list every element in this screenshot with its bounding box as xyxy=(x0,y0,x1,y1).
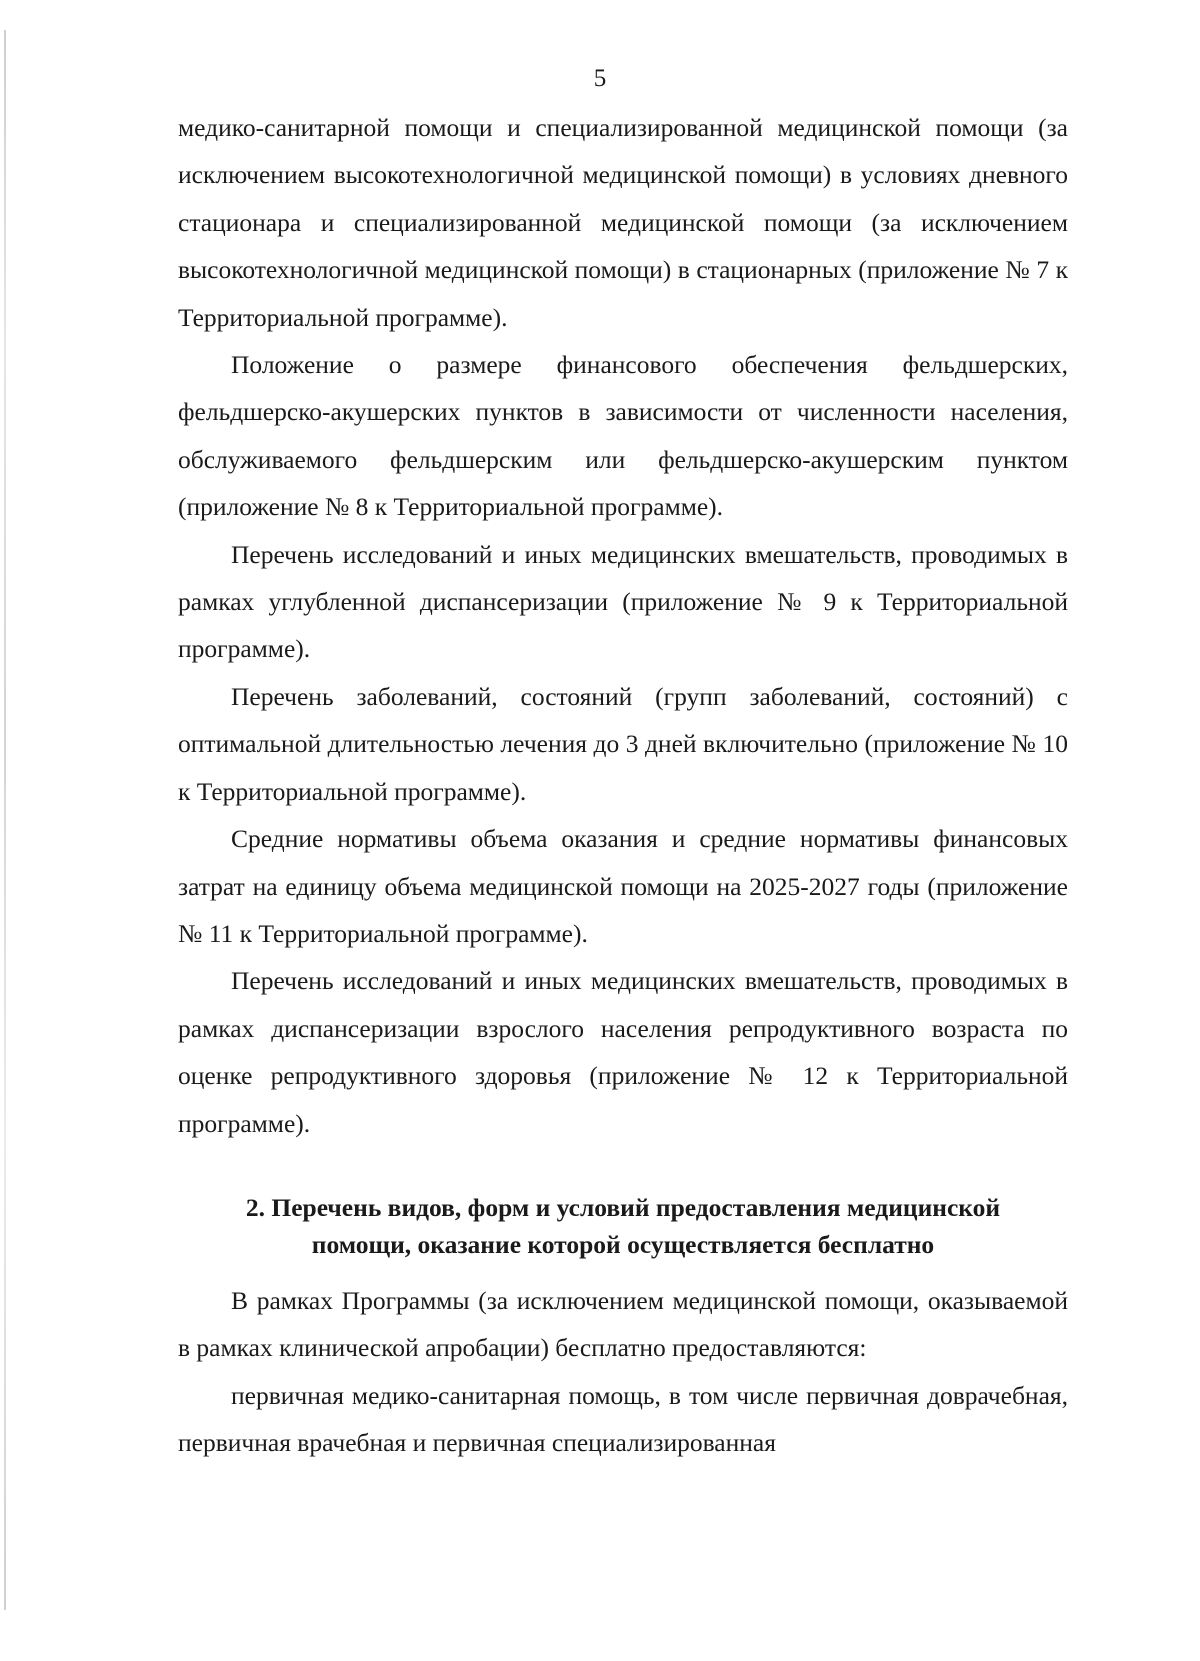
paragraph: первичная медико-санитарная помощь, в том числе первичная доврачебная, первичная врачебная и первичная специализированная xyxy=(178,1380,1068,1458)
page-number: 5 xyxy=(593,65,607,92)
paragraph: Средние нормативы объема оказания и средние нормативы финансовых затрат на единицу объема медицинской помощи на 2025-2027 годы (приложение № 11 к Территориальной программе). xyxy=(178,824,1068,948)
paragraph: медико-санитарной помощи и специализированной медицинской помощи (за исключением высокотехнологичной медицинской помощи) в условиях дневного стационара и специализированной медицинской помощи (за исключением высокотехнологичной медицинской помощи) в стационарных (приложение № 7 к Территориальной программе). xyxy=(178,113,1068,332)
paragraph: В рамках Программы (за исключением медицинской помощи, оказываемой в рамках клинической апробации) бесплатно предоставляются: xyxy=(178,1285,1068,1363)
document-body xyxy=(178,104,1068,1467)
scan-edge-shadow xyxy=(4,30,6,1610)
paragraph: Перечень исследований и иных медицинских вмешательств, проводимых в рамках диспансеризации взрослого населения репродуктивного возраста по оценке репродуктивного здоровья (приложение № 12 к Территориальной программе). xyxy=(178,966,1068,1138)
paragraph: Положение о размере финансового обеспечения фельдшерских, фельдшерско-акушерских пунктов в зависимости от численности населения, обслуживаемого фельдшерским или фельдшерско-акушерским пунктом (приложение № 8 к Территориальной программе). xyxy=(178,350,1068,522)
section-heading-line: помощи, оказание которой осуществляется бесплатно xyxy=(311,1229,935,1259)
section-heading-line: 2. Перечень видов, форм и условий предоставления медицинской xyxy=(245,1192,1001,1222)
paragraph: Перечень заболеваний, состояний (групп заболеваний, состояний) с оптимальной длительностью лечения до 3 дней включительно (приложение № 10 к Территориальной программе). xyxy=(178,681,1068,806)
section-heading xyxy=(178,1189,1068,1263)
paragraph: Перечень исследований и иных медицинских вмешательств, проводимых в рамках углубленной диспансеризации (приложение № 9 к Территориальной программе). xyxy=(178,539,1068,664)
